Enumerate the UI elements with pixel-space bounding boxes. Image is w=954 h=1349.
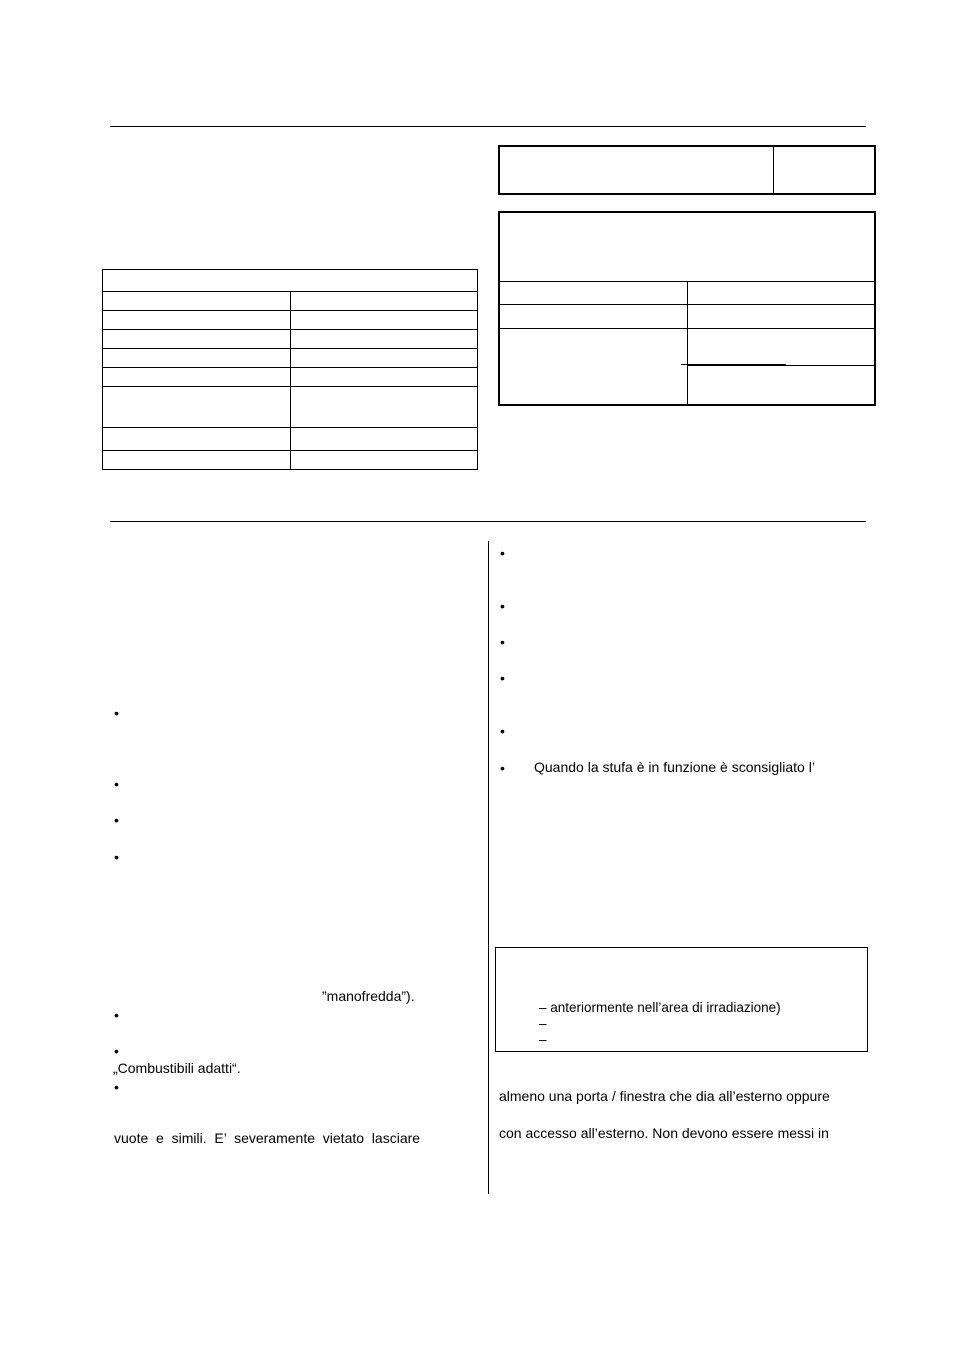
column-divider [488,541,489,1194]
top-rule [110,126,866,127]
spec-table-right-header [499,212,875,281]
spec-row-label [103,387,291,428]
text-vuote: vuote e simili. E’ severamente vietato lasciare [114,1130,421,1146]
bullet-marker: • [114,849,119,865]
paragraph-line-2: con accesso all’esterno. Non devono essere messi in [499,1125,829,1141]
spec-row-label [103,292,291,311]
section-rule [110,521,866,522]
bullet-marker: • [500,598,505,614]
spec-row-label [499,328,687,405]
bullet-marker: • [114,776,119,792]
bullet-marker: • [114,705,119,721]
spec-row-value [290,368,478,387]
spec-table-right [498,211,876,406]
bullet-marker: • [500,760,505,776]
spec-row-label [499,304,687,328]
spec-row-value [687,304,875,328]
spec-row-value [290,349,478,368]
text-combustibili-adatti: „Combustibili adatti“. [113,1060,241,1076]
spec-row-value [687,328,875,365]
spec-table-left-header [103,270,478,292]
bullet-marker: • [500,670,505,686]
spec-table-inner-line [681,364,786,365]
notice-line-3: – [539,1032,547,1047]
paragraph-line-1: almeno una porta / finestra che dia all’esterno oppure [499,1088,830,1104]
spec-row-value [687,365,875,405]
spec-row-value [687,281,875,304]
spec-row-label [103,311,291,330]
spec-table-left [102,269,478,470]
bullet-text-stufa: Quando la stufa è in funzione è sconsigliato l’ [534,759,815,775]
spec-row-label [103,428,291,451]
bullet-marker: • [500,634,505,650]
spec-row-label [103,349,291,368]
spec-row-label [103,330,291,349]
spec-row-value [290,387,478,428]
spec-row-label [103,368,291,387]
spec-row-value [290,330,478,349]
text-manofredda: ”manofredda”). [322,988,415,1004]
notice-line-1: – anteriormente nell’area di irradiazione) [539,1000,781,1015]
header-box [498,145,876,195]
bullet-marker: • [114,1007,119,1023]
spec-row-label [103,451,291,470]
notice-line-2: – [539,1016,547,1031]
bullet-marker: • [500,723,505,739]
header-box-cell-left [499,146,774,194]
spec-row-value [290,292,478,311]
bullet-marker: • [114,812,119,828]
bullet-marker: • [500,545,505,561]
bullet-marker: • [114,1043,119,1059]
bullet-marker: • [114,1079,119,1095]
spec-row-label [499,281,687,304]
spec-row-value [290,311,478,330]
spec-row-value [290,428,478,451]
spec-row-value [290,451,478,470]
header-box-cell-right [774,146,876,194]
